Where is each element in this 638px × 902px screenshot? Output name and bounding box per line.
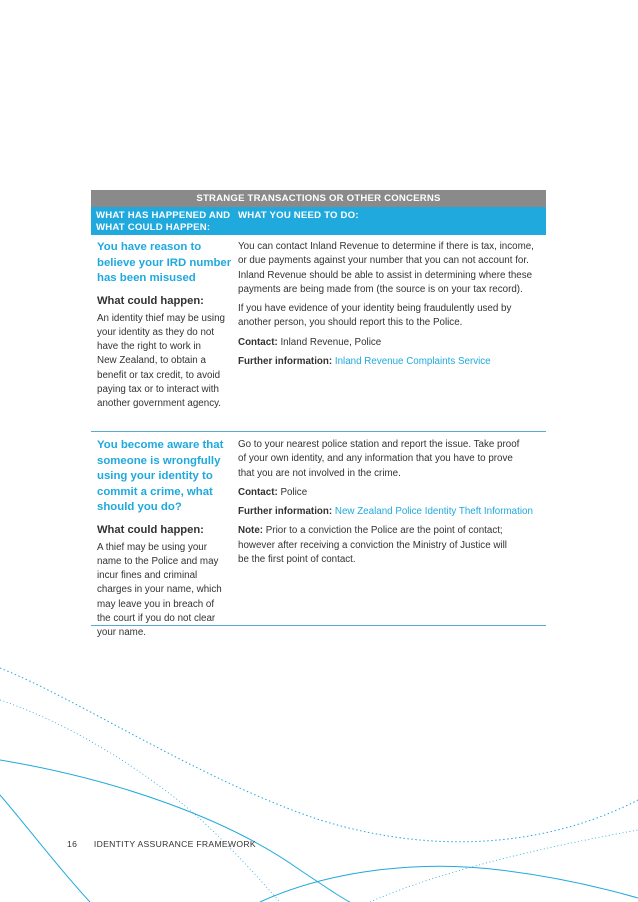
row-question: You have reason to believe your IRD number has been misused xyxy=(97,241,232,284)
page-footer xyxy=(67,839,256,849)
action-paragraph: Go to your nearest police station and report the issue. Take proof of your own identity, and any information that you have to prove that you are not involved in the crime. xyxy=(238,439,520,479)
col-header-line: WHAT COULD HAPPEN: xyxy=(96,221,211,233)
police-identity-theft-link[interactable]: New Zealand Police Identity Theft Information xyxy=(332,506,533,518)
row-action-cell xyxy=(237,433,546,625)
table-row xyxy=(91,432,546,639)
row-question: You become aware that someone is wrongfully using your identity to commit a crime, what should you do? xyxy=(97,439,224,513)
further-info-line: Further information: New Zealand Police Identity Theft Information xyxy=(238,506,533,518)
row-situation-cell xyxy=(91,235,237,431)
action-paragraph: You can contact Inland Revenue to determine if there is tax, income, or due payments against your number that you can not account for. Inland Revenue should be able to assist in determining where these payments are being made from (the source is on your tax record). xyxy=(238,241,534,295)
contact-line: Contact: Police xyxy=(238,486,308,498)
what-could-happen-heading: What could happen: xyxy=(97,523,204,536)
table-header-row xyxy=(91,207,546,235)
row-action-cell xyxy=(237,235,546,431)
table-row xyxy=(91,235,546,432)
table-title: STRANGE TRANSACTIONS OR OTHER CONCERNS xyxy=(91,190,546,207)
further-info-line: Further information: Inland Revenue Complaints Service xyxy=(238,356,491,368)
inland-revenue-complaints-link[interactable]: Inland Revenue Complaints Service xyxy=(332,356,491,368)
action-paragraph: If you have evidence of your identity being fraudulently used by another person, you should report this to the Police. xyxy=(238,303,512,329)
col-header-what-to-do: WHAT YOU NEED TO DO: xyxy=(238,210,359,221)
row-situation-cell xyxy=(91,433,237,639)
footer-doc-title: IDENTITY ASSURANCE FRAMEWORK xyxy=(93,839,256,849)
col-header-line: WHAT HAS HAPPENED AND xyxy=(96,210,231,221)
what-could-happen-heading: What could happen: xyxy=(97,294,204,307)
what-could-happen-text: A thief may be using your name to the Police and may incur fines and criminal charges in your name, which may leave you in breach of the court if you do not clear your name. xyxy=(97,541,222,639)
contact-line: Contact: Inland Revenue, Police xyxy=(238,336,382,348)
col-header-what-happened xyxy=(91,207,237,235)
what-could-happen-text: An identity thief may be using your identity as they do not have the right to work in New Zealand, to obtain a benefit or tax credit, to avoid paying tax or to interact with another government agency. xyxy=(97,312,225,410)
page-number: 16 xyxy=(67,839,78,849)
note-paragraph: Note: Prior to a conviction the Police are the point of contact; however after receiving a conviction the Ministry of Justice will be the first point of contact. xyxy=(238,525,507,566)
strange-transactions-table xyxy=(91,190,546,639)
